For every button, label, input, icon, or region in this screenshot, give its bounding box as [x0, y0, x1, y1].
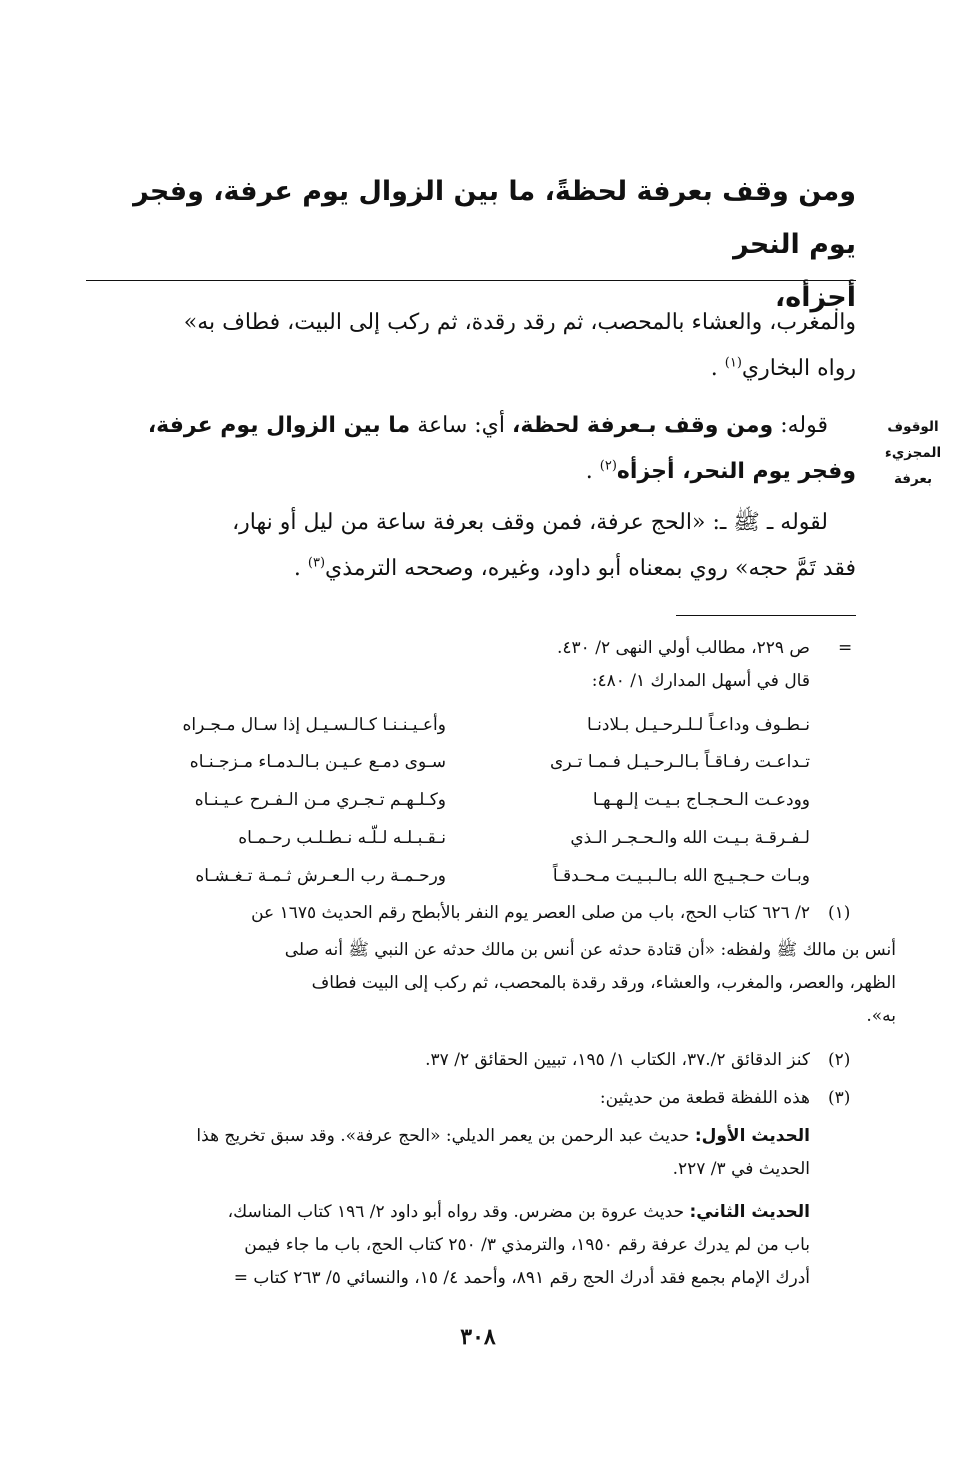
footnote-number: (٢)	[828, 1050, 851, 1070]
hadith-2	[86, 1196, 810, 1295]
headline-line-2: أجزأه،	[775, 282, 856, 313]
footnote-line: أدرك الإمام بجمع فقد أدرك الحج رقم ٨٩١، وأحمد ٤/ ١٥، والنسائي ٥/ ٢٦٣ كتاب =	[233, 1268, 810, 1288]
body-line: وفجر يوم النحر، أجزأه$^{(٢)}$ .	[585, 458, 856, 484]
poem-hemistich-right: وبـات حـجـيـج الله بـالـبـيـت مـحـدقـاً	[552, 866, 810, 886]
footnote-line: ٢/ ٦٢٦ كتاب الحج، باب من صلى العصر يوم النفر بالأبطح رقم الحديث ١٦٧٥ عن	[251, 903, 810, 923]
margin-note-line-3: بعرفة	[893, 471, 933, 487]
footnote-line: باب من لم يدرك عرفة رقم ١٩٥٠، والترمذي ٣/ ٢٥٠ كتاب الحج، باب ما جاء فيمن	[244, 1235, 810, 1255]
footnote-ref[interactable]: (٢)	[599, 458, 617, 474]
footnote-line: أنس بن مالك ﷺ ولفظه: «أن قتادة حدثه عن أنس بن مالك حدثه عن النبي ﷺ أنه صلى	[284, 940, 896, 960]
hadith-label: الحديث الأول:	[694, 1126, 810, 1146]
poem-hemistich-right: لـفـرقـة بـيـت الله والـحـجـر الـذي	[570, 828, 810, 848]
footnote-continuation	[86, 632, 810, 698]
margin-note-line-2: المجزيء	[884, 445, 942, 461]
page-number: ٣٠٨	[460, 1324, 496, 1350]
footnote-line: ص ٢٢٩، مطالب أولي النهى ٢/ ٤٣٠.	[557, 638, 810, 658]
footnote-line: الظهر، والعصر، والمغرب، والعشاء، ورقد رقدة بالمحصب، ثم ركب إلى البيت فطاف	[311, 973, 896, 993]
body-paragraph-1	[86, 300, 856, 392]
body-paragraph-3	[86, 500, 856, 592]
poem-hemistich-right: وودعـت الـحـجـاج بـيـت إلـهـهـا	[592, 790, 810, 810]
footnote-1	[86, 897, 810, 930]
footnote-number: (١)	[828, 903, 851, 923]
poem-hemistich-right: نـطـوف وداعـاً لـلـرحـيـل بـلادنـا	[586, 715, 810, 735]
poem-hemistich-left: وأعـيـنـنـا كـالـسـيـل إذا سـال مـجـراه	[182, 715, 446, 735]
body-line	[86, 500, 856, 546]
body-text: أي: ساعة	[417, 413, 505, 438]
footnote-line	[86, 1120, 810, 1153]
footnote-3: هذه اللفظة قطعة من حديثين:	[599, 1088, 810, 1108]
footnote-divider	[676, 615, 856, 616]
body-line: فقد تَمَّ حجه» روي بمعناه أبو داود، وغيره، وصححه الترمذي$^{(٣)}$ .	[293, 555, 856, 581]
body-text: لقوله ـ ﷺ ـ: «الحج عرفة، فمن وقف بعرفة ساعة من ليل أو نهار،	[232, 510, 829, 535]
headline-line-1: ومن وقف بعرفة لحظةً، ما بين الزوال يوم عرفة، وفجر يوم النحر	[133, 176, 856, 260]
body-line: والمغرب، والعشاء بالمحصب، ثم رقد رقدة، ثم ركب إلى البيت، فطاف به»	[183, 310, 856, 335]
margin-note	[878, 414, 948, 492]
footnote-line	[86, 1196, 810, 1229]
footnote-ref[interactable]: (١)	[724, 355, 742, 371]
body-line: رواه البخاري$^{(١)}$ .	[710, 355, 856, 381]
footnote-text: حديث عروة بن مضرس. وقد رواه أبو داود ٢/ ١٩٦ كتاب المناسك،	[227, 1202, 685, 1222]
quoted-matn: ومن وقف بـعرفة لحظة،	[511, 413, 774, 438]
quoted-matn: ما بين الزوال يوم عرفة،	[147, 413, 411, 438]
body-paragraph-2	[86, 403, 856, 495]
footnote-line: به».	[866, 1006, 896, 1026]
headline-divider	[86, 280, 856, 281]
poem-hemistich-left: نـقـبـلـه لـلّـه نـطـلـب رحـمـاه	[238, 828, 446, 848]
poem-hemistich-right: تـداعـت رفـاقـاً بـالـرحـيـل فـمـا تـرى	[550, 752, 810, 772]
footnote-line: الحديث في ٣/ ٢٢٧.	[672, 1159, 810, 1179]
footnote-text: حديث عبد الرحمن بن يعمر الديلي: «الحج عرفة». وقد سبق تخريج هذا	[196, 1126, 690, 1146]
hadith-label: الحديث الثاني:	[689, 1202, 810, 1222]
body-text: قوله:	[780, 413, 829, 438]
footnote-number: (٣)	[828, 1088, 851, 1108]
footnote-1-cont	[86, 934, 896, 1033]
poem-hemistich-left: وكـلـهـم تـجـري مـن الـفـرح عـيـنـاه	[194, 790, 446, 810]
margin-note-line-1: الوقوف	[887, 419, 939, 435]
poem-hemistich-left: سـوى دمـع عـيـن بـالـدمـاء مـزجـنـاه	[189, 752, 446, 772]
body-text: رواه البخاري	[741, 356, 856, 381]
footnote-2: كنز الدقائق ٢/.٣٧، الكتاب ١/ ١٩٥، تبيين الحقائق ٢/ ٣٧.	[425, 1050, 810, 1070]
quoted-matn: وفجر يوم النحر، أجزأه	[616, 459, 856, 484]
hadith-1	[86, 1120, 810, 1186]
footnote-line: قال في أسهل المدارك ١/ ٤٨٠:	[591, 671, 810, 691]
body-line	[86, 403, 856, 449]
footnote-ref[interactable]: (٣)	[307, 555, 326, 571]
body-text: فقد تَمَّ حجه» روي بمعناه أبو داود، وغيره، وصححه الترمذي	[325, 556, 856, 581]
poem-hemistich-left: ورحـمـة رب الـعـرش ثـمـة تـغـشـاه	[195, 866, 446, 886]
continuation-marker: =	[838, 638, 853, 658]
